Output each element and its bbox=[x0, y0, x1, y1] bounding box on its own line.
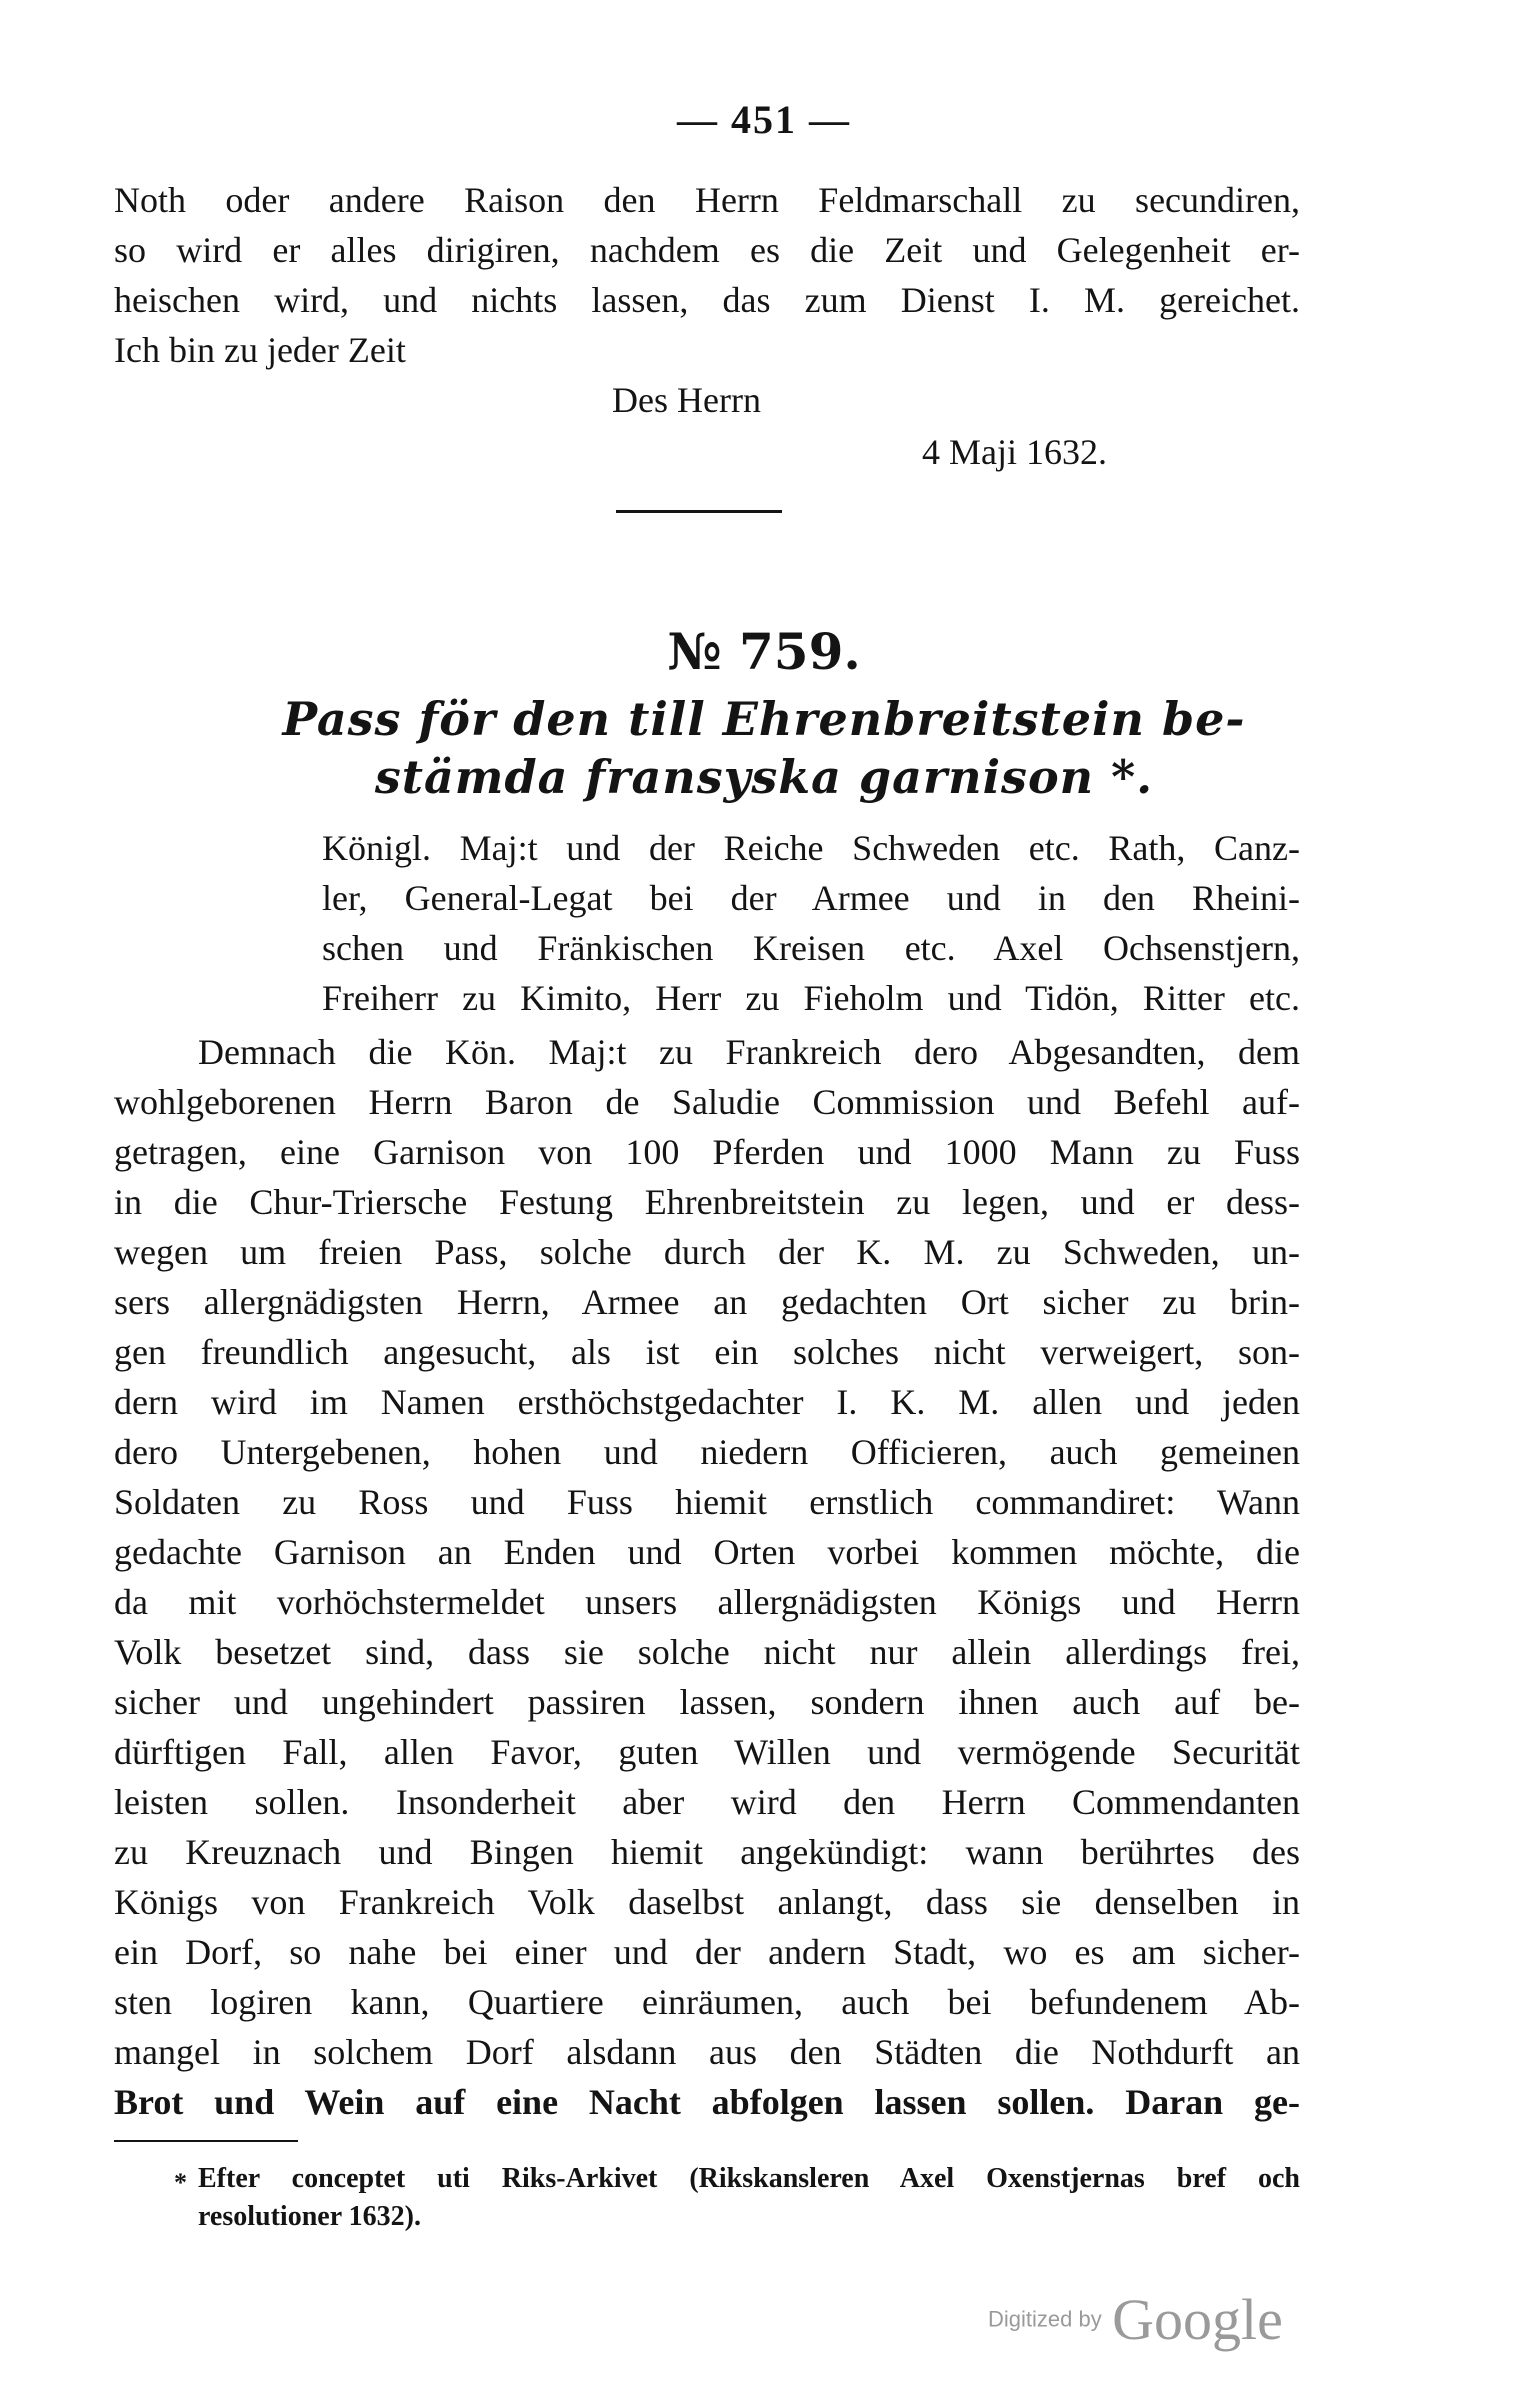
body-line: da mit vorhöchstermeldet unsers allergnädigsten Königs und Herrn bbox=[114, 1582, 1300, 1622]
letter-date: 4 Maji 1632. bbox=[922, 432, 1107, 472]
text-line: heischen wird, und nichts lassen, das zum Dienst I. M. gereichet. bbox=[114, 280, 1300, 320]
intro-line: Freiherr zu Kimito, Herr zu Fieholm und Tidön, Ritter etc. bbox=[322, 978, 1300, 1018]
body-line: dero Untergebenen, hohen und niedern Officieren, auch gemeinen bbox=[114, 1432, 1300, 1472]
text-line: Noth oder andere Raison den Herrn Feldmarschall zu secundiren, bbox=[114, 180, 1300, 220]
document-number: № 759. bbox=[667, 622, 861, 681]
text-line: so wird er alles dirigiren, nachdem es die Zeit und Gelegenheit er- bbox=[114, 230, 1300, 270]
section-divider bbox=[616, 510, 782, 513]
body-line: Brot und Wein auf eine Nacht abfolgen lassen sollen. Daran ge- bbox=[114, 2082, 1300, 2122]
document-title-line: Pass för den till Ehrenbreitstein be- bbox=[282, 692, 1246, 746]
footnote-line: Efter conceptet uti Riks-Arkivet (Rikskansleren Axel Oxenstjernas bref och bbox=[198, 2163, 1300, 2194]
text-line: Ich bin zu jeder Zeit bbox=[114, 330, 406, 370]
body-line: wegen um freien Pass, solche durch der K. M. zu Schweden, un- bbox=[114, 1232, 1300, 1272]
body-line: Königs von Frankreich Volk daselbst anlangt, dass sie denselben in bbox=[114, 1882, 1300, 1922]
body-line: Volk besetzet sind, dass sie solche nicht nur allein allerdings frei, bbox=[114, 1632, 1300, 1672]
body-line: wohlgeborenen Herrn Baron de Saludie Commission und Befehl auf- bbox=[114, 1082, 1300, 1122]
body-line: gen freundlich angesucht, als ist ein solches nicht verweigert, son- bbox=[114, 1332, 1300, 1372]
document-title-line: stämda fransyska garnison *. bbox=[374, 750, 1154, 804]
intro-line: Königl. Maj:t und der Reiche Schweden etc. Rath, Canz- bbox=[322, 828, 1300, 868]
body-line: Demnach die Kön. Maj:t zu Frankreich dero Abgesandten, dem bbox=[198, 1032, 1300, 1072]
body-line: dürftigen Fall, allen Favor, guten Willen und vermögende Securität bbox=[114, 1732, 1300, 1772]
body-line: ein Dorf, so nahe bei einer und der andern Stadt, wo es am sicher- bbox=[114, 1932, 1300, 1972]
google-logo: Google bbox=[1112, 2287, 1283, 2352]
footnote-line: resolutioner 1632). bbox=[198, 2201, 421, 2232]
body-line: gedachte Garnison an Enden und Orten vorbei kommen möchte, die bbox=[114, 1532, 1300, 1572]
body-line: Soldaten zu Ross und Fuss hiemit ernstlich commandiret: Wann bbox=[114, 1482, 1300, 1522]
body-line: sten logiren kann, Quartiere einräumen, auch bei befundenem Ab- bbox=[114, 1982, 1300, 2022]
body-line: dern wird im Namen ersthöchstgedachter I. K. M. allen und jeden bbox=[114, 1382, 1300, 1422]
digitized-label: Digitized by bbox=[988, 2306, 1102, 2332]
body-line: getragen, eine Garnison von 100 Pferden und 1000 Mann zu Fuss bbox=[114, 1132, 1300, 1172]
footnote-mark: * bbox=[174, 2168, 187, 2197]
body-line: leisten sollen. Insonderheit aber wird den Herrn Commendanten bbox=[114, 1782, 1300, 1822]
footnote-divider bbox=[114, 2140, 298, 2142]
body-line: mangel in solchem Dorf alsdann aus den Städten die Nothdurft an bbox=[114, 2032, 1300, 2072]
body-line: zu Kreuznach und Bingen hiemit angekündigt: wann berührtes des bbox=[114, 1832, 1300, 1872]
page-number: — 451 — bbox=[677, 97, 851, 142]
digitized-watermark bbox=[988, 2286, 1283, 2353]
salutation: Des Herrn bbox=[612, 380, 761, 420]
intro-line: schen und Fränkischen Kreisen etc. Axel Ochsenstjern, bbox=[322, 928, 1300, 968]
body-line: sicher und ungehindert passiren lassen, sondern ihnen auch auf be- bbox=[114, 1682, 1300, 1722]
body-line: sers allergnädigsten Herrn, Armee an gedachten Ort sicher zu brin- bbox=[114, 1282, 1300, 1322]
body-line: in die Chur-Triersche Festung Ehrenbreitstein zu legen, und er dess- bbox=[114, 1182, 1300, 1222]
intro-line: ler, General-Legat bei der Armee und in den Rheini- bbox=[322, 878, 1300, 918]
